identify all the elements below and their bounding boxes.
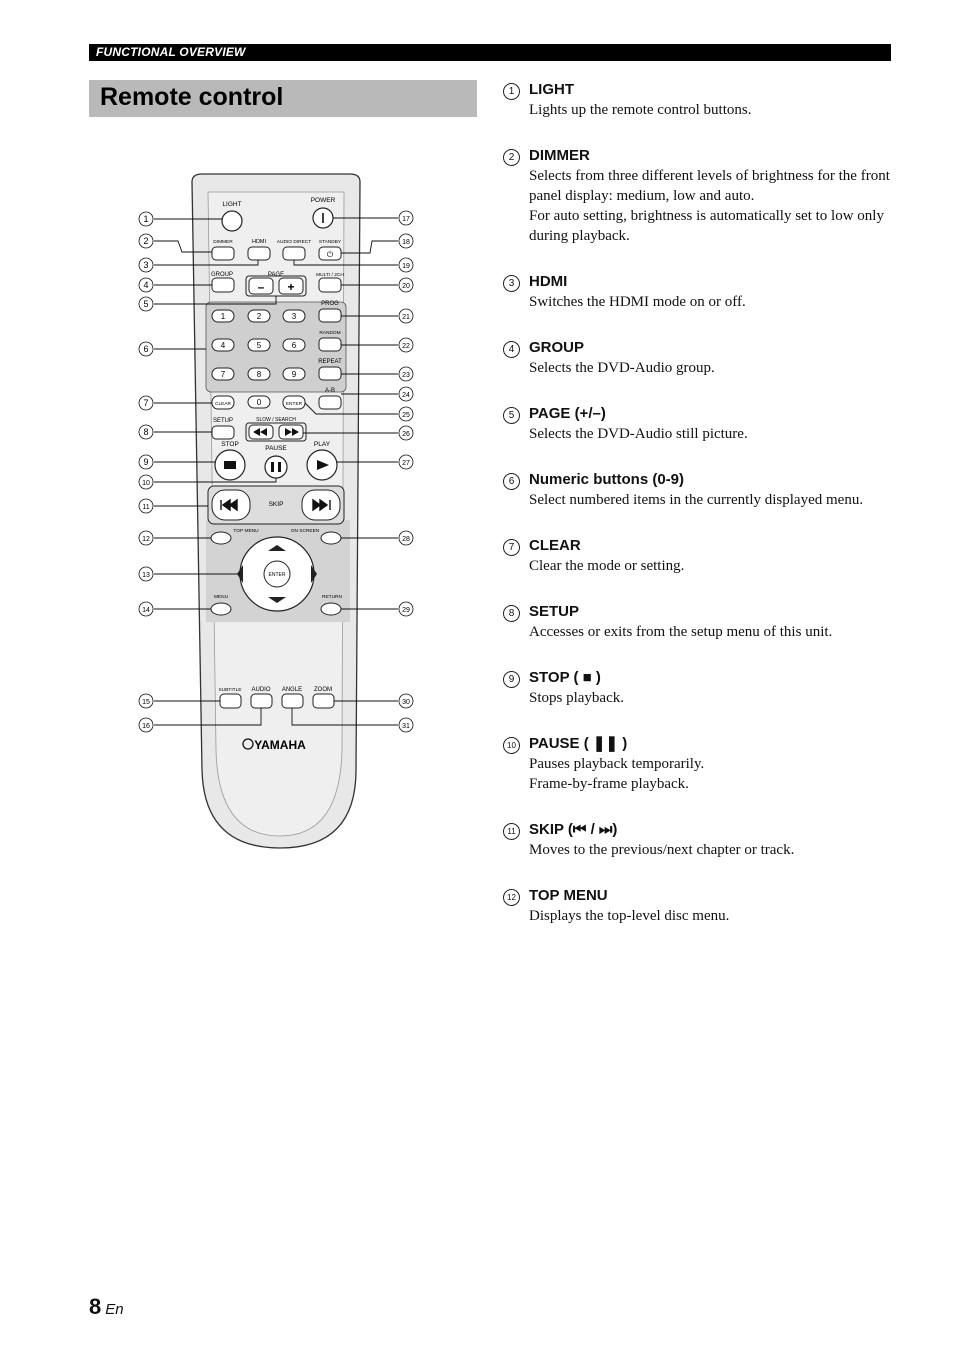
slow-label: SLOW / SEARCH xyxy=(256,417,296,423)
svg-text:0: 0 xyxy=(256,398,262,407)
stop-label: STOP xyxy=(221,441,239,448)
desc-body: Pauses playback temporarily. xyxy=(529,756,705,772)
callout-30: 30 xyxy=(402,699,410,706)
callout-28: 28 xyxy=(402,536,410,543)
pause-button[interactable] xyxy=(265,456,287,478)
hdmi-button[interactable] xyxy=(248,247,270,260)
skip-label: SKIP xyxy=(268,501,284,508)
desc-title: SETUP xyxy=(529,603,580,620)
callout-20: 20 xyxy=(402,283,410,290)
group-label: GROUP xyxy=(210,272,234,278)
desc-title: STOP ( ■ ) xyxy=(529,669,601,686)
zoom-button[interactable] xyxy=(313,694,334,708)
desc-item-top-menu: 12 TOP MENU Displays the top-level disc menu. xyxy=(503,886,895,926)
desc-body: Moves to the previous/next chapter or track. xyxy=(529,842,795,858)
desc-title: DIMMER xyxy=(529,147,590,164)
hdmi-label: HDMI xyxy=(251,239,267,245)
desc-body: Switches the HDMI mode on or off. xyxy=(529,294,746,310)
desc-item-skip: 11 SKIP (⏮ / ⏭) Moves to the previous/next chapter or track. xyxy=(503,820,895,860)
angle-button[interactable] xyxy=(282,694,303,708)
desc-body: Selects from three different levels of brightness for the front panel display: medium, low and auto. xyxy=(529,168,890,204)
callout-13: 13 xyxy=(142,572,150,579)
standby-label: STANDBY xyxy=(318,240,342,245)
desc-body: Frame-by-frame playback. xyxy=(529,776,689,792)
callout-26: 26 xyxy=(402,431,410,438)
callout-8: 8 xyxy=(143,427,149,437)
svg-text:2: 2 xyxy=(256,312,262,321)
menu-button[interactable] xyxy=(211,603,231,615)
callout-15: 15 xyxy=(142,699,150,706)
svg-text:9: 9 xyxy=(291,370,297,379)
svg-text:1: 1 xyxy=(220,312,226,321)
repeat-label: REPEAT xyxy=(318,359,342,365)
audio-direct-label: AUDIO DIRECT xyxy=(276,240,312,245)
description-list xyxy=(503,80,895,926)
section-label: FUNCTIONAL OVERVIEW xyxy=(96,45,246,59)
svg-text:5: 5 xyxy=(256,341,262,350)
desc-item-light: 1 LIGHT Lights up the remote control buttons. xyxy=(503,80,895,120)
prog-label: PROG xyxy=(321,301,339,307)
callout-29: 29 xyxy=(402,607,410,614)
desc-item-clear: 7 CLEAR Clear the mode or setting. xyxy=(503,536,895,576)
top-menu-label: TOP MENU xyxy=(233,529,259,534)
desc-body: Select numbered items in the currently displayed menu. xyxy=(529,492,864,508)
svg-text:–: – xyxy=(257,280,265,294)
svg-text:3: 3 xyxy=(291,312,297,321)
desc-body: Selects the DVD-Audio still picture. xyxy=(529,426,748,442)
on-screen-label: ON SCREEN xyxy=(290,529,320,534)
desc-body: Displays the top-level disc menu. xyxy=(529,908,730,924)
desc-title: CLEAR xyxy=(529,537,581,554)
desc-title: SKIP (⏮ / ⏭) xyxy=(529,821,618,838)
light-label: LIGHT xyxy=(222,201,242,208)
desc-title: GROUP xyxy=(529,339,585,356)
desc-body: Lights up the remote control buttons. xyxy=(529,102,752,118)
repeat-button[interactable] xyxy=(319,367,341,380)
svg-text:+: + xyxy=(287,280,295,294)
callout-9: 9 xyxy=(143,457,149,467)
callout-4: 4 xyxy=(143,280,149,290)
callout-19: 19 xyxy=(402,263,410,270)
callout-22: 22 xyxy=(402,343,410,350)
desc-item-dimmer: 2 DIMMER Selects from three different levels of brightness for the front panel display: medium, low and auto. For auto setting, brightness is automatically set to low only during playback. xyxy=(503,146,895,246)
desc-body: Selects the DVD-Audio group. xyxy=(529,360,715,376)
callout-16: 16 xyxy=(142,723,150,730)
page-number-value: 8 xyxy=(89,1294,102,1319)
callout-7: 7 xyxy=(143,398,149,408)
audio-direct-button[interactable] xyxy=(283,247,305,260)
section-header-bar xyxy=(89,44,891,61)
remote-control-figure xyxy=(120,160,440,860)
svg-text:7: 7 xyxy=(220,370,226,379)
ab-label: A-B xyxy=(324,388,336,394)
callout-27: 27 xyxy=(402,460,410,467)
return-label: RETURN xyxy=(322,595,342,600)
desc-body: Accesses or exits from the setup menu of this unit. xyxy=(529,624,833,640)
desc-title: Numeric buttons (0-9) xyxy=(529,471,685,488)
callout-11: 11 xyxy=(142,504,150,511)
subtitle-label: SUBTITLE xyxy=(218,688,242,693)
random-label: RANDOM xyxy=(319,331,341,336)
top-menu-button[interactable] xyxy=(211,532,231,544)
callout-17: 17 xyxy=(402,216,410,223)
svg-text:ENTER: ENTER xyxy=(285,402,303,407)
page-number xyxy=(89,1294,124,1320)
page-language: En xyxy=(105,1301,124,1318)
desc-title: TOP MENU xyxy=(529,887,608,904)
callout-3: 3 xyxy=(143,260,149,270)
multi-label: MULTI / 2CH xyxy=(316,273,344,278)
random-button[interactable] xyxy=(319,338,341,351)
subtitle-button[interactable] xyxy=(220,694,241,708)
dimmer-label: DIMMER xyxy=(213,240,233,245)
callout-14: 14 xyxy=(142,607,150,614)
callout-18: 18 xyxy=(402,239,410,246)
svg-text:CLEAR: CLEAR xyxy=(215,402,231,407)
setup-label: SETUP xyxy=(212,418,234,424)
svg-text:8: 8 xyxy=(256,370,262,379)
audio-label: AUDIO xyxy=(251,687,271,693)
callout-21: 21 xyxy=(402,314,410,321)
dimmer-button[interactable] xyxy=(212,247,234,260)
ab-button[interactable] xyxy=(319,396,341,409)
return-button[interactable] xyxy=(321,603,341,615)
callout-25: 25 xyxy=(402,412,410,419)
menu-label: MENU xyxy=(213,595,229,600)
svg-text:4: 4 xyxy=(220,341,226,350)
desc-item-hdmi: 3 HDMI Switches the HDMI mode on or off. xyxy=(503,272,895,312)
desc-item-pause: 10 PAUSE ( ❚❚ ) Pauses playback temporarily. Frame-by-frame playback. xyxy=(503,734,895,794)
svg-text:6: 6 xyxy=(291,341,297,350)
setup-button[interactable] xyxy=(212,426,234,439)
power-label: POWER xyxy=(310,197,336,204)
title-box xyxy=(89,80,477,117)
callout-10: 10 xyxy=(142,480,150,487)
brand-logo: YAMAHA xyxy=(254,738,306,752)
prog-button[interactable] xyxy=(319,309,341,322)
callout-24: 24 xyxy=(402,392,410,399)
callout-6: 6 xyxy=(143,344,149,354)
desc-title: HDMI xyxy=(529,273,568,290)
desc-item-group: 4 GROUP Selects the DVD-Audio group. xyxy=(503,338,895,378)
play-label: PLAY xyxy=(313,441,331,448)
angle-label: ANGLE xyxy=(281,687,303,693)
page-label: PAGE xyxy=(267,272,285,278)
light-button[interactable] xyxy=(222,211,242,231)
callout-31: 31 xyxy=(402,723,410,730)
desc-item-setup: 8 SETUP Accesses or exits from the setup menu of this unit. xyxy=(503,602,895,642)
zoom-label: ZOOM xyxy=(314,687,332,693)
callout-12: 12 xyxy=(142,536,150,543)
desc-body: Stops playback. xyxy=(529,690,624,706)
page-title: Remote control xyxy=(100,83,284,111)
callout-2: 2 xyxy=(143,236,149,246)
desc-title: PAUSE ( ❚❚ ) xyxy=(529,735,628,752)
desc-item-page: 5 PAGE (+/–) Selects the DVD-Audio still picture. xyxy=(503,404,895,444)
group-button[interactable] xyxy=(212,278,234,292)
on-screen-button[interactable] xyxy=(321,532,341,544)
desc-item-stop: 9 STOP ( ■ ) Stops playback. xyxy=(503,668,895,708)
standby-icon: ⏻ xyxy=(326,250,334,259)
callout-1: 1 xyxy=(143,214,149,224)
desc-title: LIGHT xyxy=(529,81,574,98)
pause-label: PAUSE xyxy=(265,445,287,452)
desc-body: For auto setting, brightness is automatically set to low only during playback. xyxy=(529,208,884,244)
audio-button[interactable] xyxy=(251,694,272,708)
desc-item-numeric: 6 Numeric buttons (0-9) Select numbered items in the currently displayed menu. xyxy=(503,470,895,510)
svg-text:ENTER: ENTER xyxy=(268,572,286,578)
callout-5: 5 xyxy=(143,299,149,309)
desc-title: PAGE (+/–) xyxy=(529,405,606,422)
callout-23: 23 xyxy=(402,372,410,379)
desc-body: Clear the mode or setting. xyxy=(529,558,685,574)
multi-button[interactable] xyxy=(319,278,341,292)
